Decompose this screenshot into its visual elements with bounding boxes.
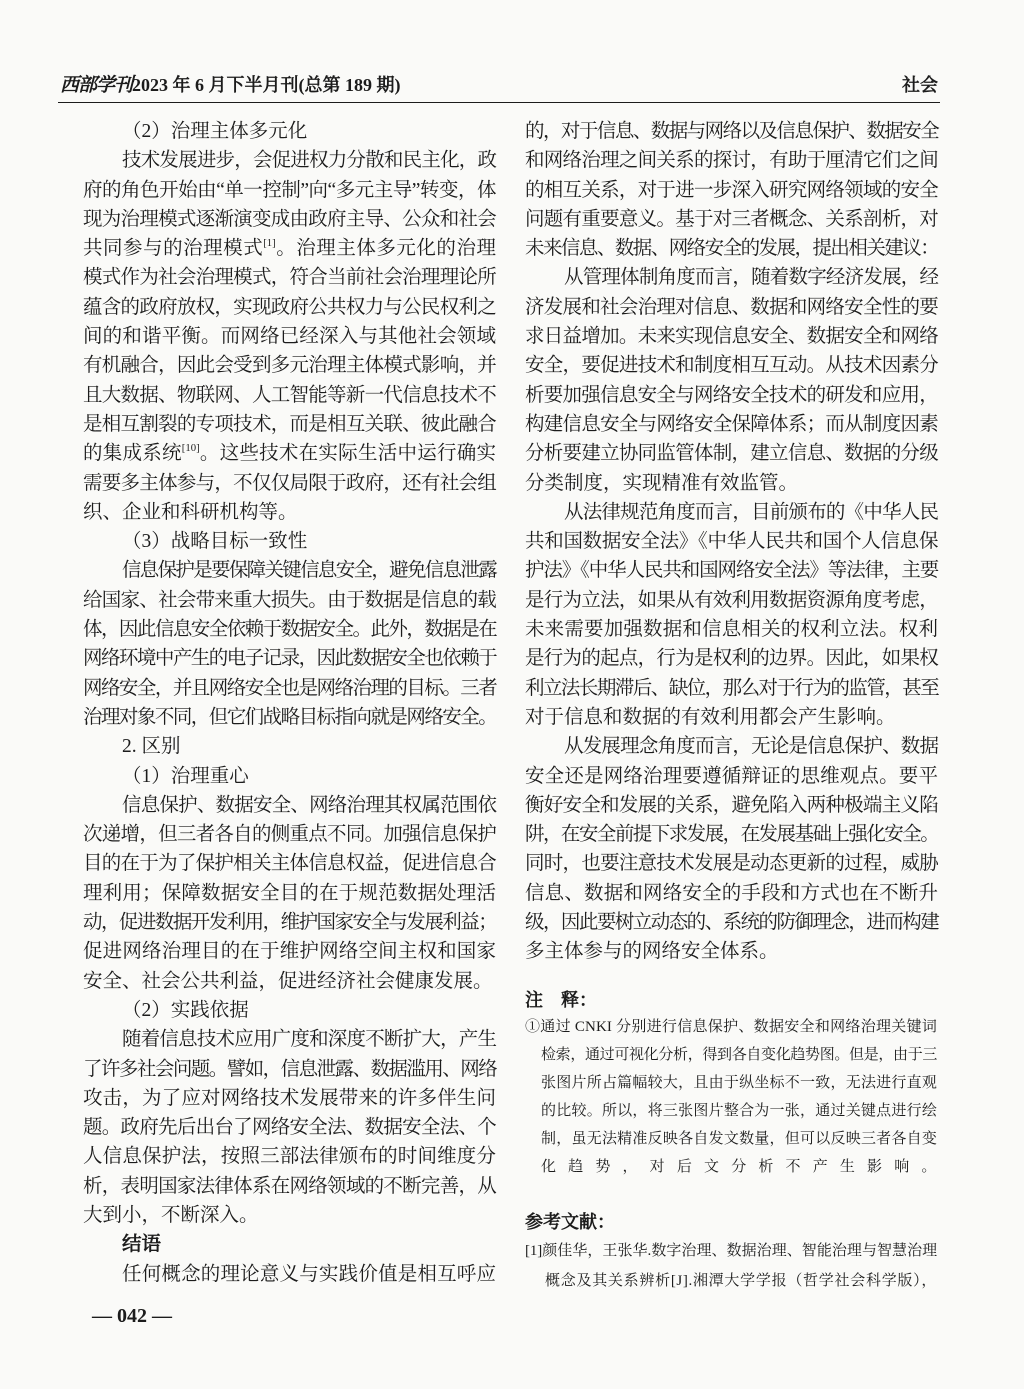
text-line: 题。政府先后出台了网络安全法、数据安全法、个 [83, 1117, 496, 1139]
text-line: 信息保护、数据安全、网络治理其权属范围依 [122, 794, 496, 816]
text-line: 安全、社会公共利益，促进经济社会健康发展。 [83, 970, 493, 992]
section-name: 社会 [902, 75, 938, 95]
reference-line: 概念及其关系辨析[J].湘潭大学学报（哲学社会科学版）， [545, 1273, 937, 1289]
text-span: 。这些技术在实际生活中运行确实 [199, 443, 496, 465]
text-line: 多主体参与的网络安全体系。 [525, 941, 779, 963]
text-line: 信息保护是要保障关键信息安全，避免信息泄露 [122, 560, 496, 582]
references-block [525, 1236, 937, 1296]
text-span: 的集成系统 [83, 443, 182, 465]
text-line: 级，因此要树立动态的、系统的防御理念，进而构建 [525, 912, 938, 934]
text-line: 是行为立法，如果从有效利用数据资源角度考虑， [525, 589, 938, 611]
text-line: 目的在于为了保护相关主体信息权益，促进信息合 [83, 853, 496, 875]
note-line: 化趋势，对后文分析不产生影响。 [541, 1159, 937, 1175]
note-line: 检索，通过可视化分析，得到各自变化趋势图。但是，由于三 [541, 1047, 937, 1063]
text-line: 促进网络治理目的在于维护网络空间主权和国家 [83, 941, 496, 963]
text-line [83, 234, 496, 263]
text-line: 从法律规范角度而言，目前颁布的《中华人民 [564, 501, 938, 523]
text-line: 的相互关系，对于进一步深入研究网络领域的安全 [525, 179, 938, 201]
text-span: 共同参与的治理模式 [83, 238, 264, 260]
text-line: 现为治理模式逐渐演变成由政府主导、公众和社会 [83, 208, 496, 230]
text-line: 间的和谐平衡。而网络已经深入与其他社会领域 [83, 326, 496, 348]
text-line: 且大数据、物联网、人工智能等新一代信息技术不 [83, 384, 496, 406]
text-line: 济发展和社会治理对信息、数据和网络安全性的要 [525, 296, 938, 318]
notes-block [525, 1013, 937, 1181]
reference-line: [1]颜佳华，王张华.数字治理、数据治理、智能治理与智慧治理 [525, 1243, 937, 1259]
text-line: 府的角色开始由“单一控制”向“多元主导”转变，体 [83, 179, 496, 201]
text-line: 次递增，但三者各自的侧重点不同。加强信息保护 [83, 824, 496, 846]
references-heading: 参考文献： [525, 1212, 615, 1232]
text-line [83, 439, 496, 468]
text-line: 大到小，不断深入。 [83, 1204, 259, 1226]
text-line: 安全还是网络治理要遵循辩证的思维观点。要平 [525, 765, 938, 787]
text-line: 的，对于信息、数据与网络以及信息保护、数据安全 [525, 121, 938, 142]
issue-info: 2023 年 6 月下半月刊(总第 189 期) [132, 75, 401, 95]
notes-heading: 注 释： [525, 990, 597, 1010]
text-line: 攻击，为了应对网络技术发展带来的许多伴生问 [83, 1087, 496, 1109]
note-line: ①通过 CNKI 分别进行信息保护、数据安全和网络治理关键词 [525, 1019, 937, 1035]
text-line: 问题有重要意义。基于对三者概念、关系剖析，对 [525, 208, 938, 230]
text-line: 衡好安全和发展的关系，避免陷入两种极端主义陷 [525, 794, 938, 816]
text-line: 从管理体制角度而言，随着数字经济发展，经 [564, 267, 938, 289]
text-line: 未来需要加强数据和信息相关的权利立法。权利 [525, 619, 938, 641]
note-line: 制，虽无法精准反映各自发文数量，但可以反映三者各自变 [541, 1131, 937, 1147]
text-line: 析，表明国家法律体系在网络领域的不断完善，从 [83, 1175, 496, 1197]
text-line: 理利用；保障数据安全目的在于规范数据处理活 [83, 882, 496, 904]
header-rule [58, 102, 940, 103]
journal-logo: 西部学刊 [60, 75, 133, 96]
citation-superscript: [10] [181, 442, 200, 455]
text-line: 分类制度，实现精准有效监管。 [525, 472, 799, 494]
text-line: 了许多社会问题。譬如，信息泄露、数据滥用、网络 [83, 1058, 496, 1080]
text-line: 有机融合，因此会受到多元治理主体模式影响，并 [83, 355, 496, 377]
text-line: 护法》《中华人民共和国网络安全法》等法律，主要 [525, 560, 938, 582]
text-line: 是行为的起点，行为是权利的边界。因此，如果权 [525, 648, 938, 670]
right-column [525, 117, 938, 967]
text-line: 网络环境中产生的电子记录，因此数据安全也依赖于 [83, 648, 496, 670]
running-header [60, 72, 401, 98]
section-heading: （1）治理重心 [122, 765, 249, 787]
section-heading: （3）战略目标一致性 [122, 531, 308, 553]
text-line: 治理对象不同，但它们战略目标指向就是网络安全。 [83, 706, 496, 728]
text-line: 任何概念的理论意义与实践价值是相互呼应 [122, 1263, 496, 1285]
text-line: 模式作为社会治理模式，符合当前社会治理理论所 [83, 267, 496, 289]
text-span: 。治理主体多元化的治理 [275, 238, 496, 260]
text-line: 动，促进数据开发利用，维护国家安全与发展利益； [83, 912, 496, 934]
section-heading: 2. 区别 [122, 736, 181, 758]
text-line: 体，因此信息安全依赖于数据安全。此外，数据是在 [83, 619, 496, 641]
left-column [83, 117, 496, 1289]
text-line: 织、企业和科研机构等。 [83, 501, 298, 523]
text-line: 求日益增加。未来实现信息安全、数据安全和网络 [525, 326, 938, 348]
conclusion-heading: 结语 [122, 1234, 162, 1256]
text-line: 信息、数据和网络安全的手段和方式也在不断升 [525, 882, 938, 904]
text-line: 未来信息、数据、网络安全的发展，提出相关建议： [525, 238, 938, 260]
text-line: 共和国数据安全法》《中华人民共和国个人信息保 [525, 531, 938, 553]
text-line: 是相互割裂的专项技术，而是相互关联、彼此融合 [83, 413, 496, 435]
section-heading: （2）治理主体多元化 [122, 121, 308, 142]
text-line: 利立法长期滞后、缺位，那么对于行为的监管，甚至 [525, 677, 938, 699]
text-line: 分析要建立协同监管体制，建立信息、数据的分级 [525, 443, 938, 465]
text-line: 需要多主体参与，不仅仅局限于政府，还有社会组 [83, 472, 496, 494]
text-line: 阱，在安全前提下求发展，在发展基础上强化安全。 [525, 824, 938, 846]
text-line: 网络安全，并且网络安全也是网络治理的目标。三者 [83, 677, 496, 699]
text-line: 随着信息技术应用广度和深度不断扩大，产生 [122, 1029, 496, 1051]
text-line: 安全，要促进技术和制度相互互动。从技术因素分 [525, 355, 938, 377]
text-line: 技术发展进步，会促进权力分散和民主化，政 [122, 150, 496, 172]
section-heading: （2）实践依据 [122, 999, 249, 1021]
text-line: 和网络治理之间关系的探讨，有助于厘清它们之间 [525, 150, 938, 172]
text-line: 构建信息安全与网络安全保障体系；而从制度因素 [525, 413, 938, 435]
note-line: 张图片所占篇幅较大，且由于纵坐标不一致，无法进行直观 [541, 1075, 937, 1091]
text-line: 对于信息和数据的有效利用都会产生影响。 [525, 706, 896, 728]
citation-superscript: [1] [263, 237, 276, 250]
page-number: — 042 — [92, 1305, 172, 1327]
text-line: 蕴含的政府放权，实现政府公共权力与公民权利之 [83, 296, 496, 318]
text-line: 析要加强信息安全与网络安全技术的研发和应用， [525, 384, 938, 406]
text-line: 人信息保护法，按照三部法律颁布的时间维度分 [83, 1146, 496, 1168]
note-line: 的比较。所以，将三张图片整合为一张，通过关键点进行绘 [541, 1103, 937, 1119]
text-line: 给国家、社会带来重大损失。由于数据是信息的载 [83, 589, 496, 611]
text-line: 从发展理念角度而言，无论是信息保护、数据 [564, 736, 938, 758]
text-line: 同时，也要注意技术发展是动态更新的过程，威胁 [525, 853, 938, 875]
